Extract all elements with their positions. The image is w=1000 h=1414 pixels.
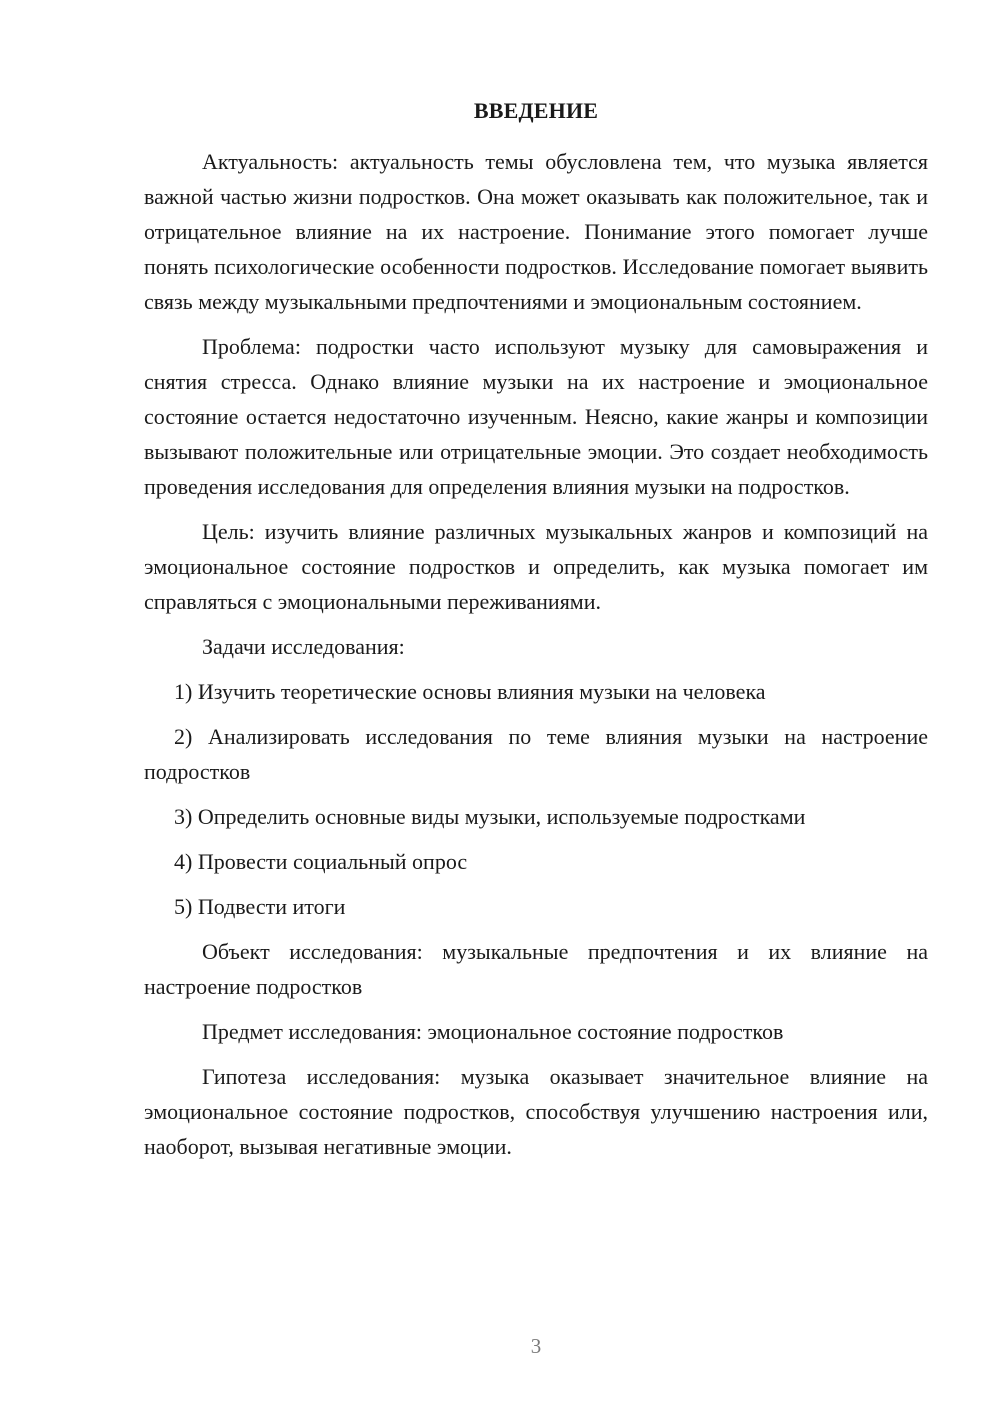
task-item-1: 1) Изучить теоретические основы влияния музыки на человека xyxy=(174,679,766,704)
task-item-5: 5) Подвести итоги xyxy=(174,894,346,919)
object-paragraph: Объект исследования: музыкальные предпочтения и их влияние на настроение подростков xyxy=(144,939,928,999)
goal-paragraph: Цель: изучить влияние различных музыкальных жанров и композиций на эмоциональное состояние подростков и определить, как музыка помогает им справляться с эмоциональными переживаниями. xyxy=(144,519,928,614)
subject-paragraph: Предмет исследования: эмоциональное состояние подростков xyxy=(202,1019,784,1044)
problem-paragraph: Проблема: подростки часто используют музыку для самовыражения и снятия стресса. Однако влияние музыки на их настроение и эмоциональное состояние остается недостаточно изученным. Неясно, какие жанры и композиции вызывают положительные или отрицательные эмоции. Это создает необходимость проведения исследования для определения влияния музыки на подростков. xyxy=(144,334,928,499)
section-heading: ВВЕДЕНИЕ xyxy=(473,98,599,123)
task-item-2: 2) Анализировать исследования по теме влияния музыки на настроение подростков xyxy=(144,724,928,784)
hypothesis-paragraph: Гипотеза исследования: музыка оказывает значительное влияние на эмоциональное состояние подростков, способствуя улучшению настроения или, наоборот, вызывая негативные эмоции. xyxy=(144,1064,928,1159)
tasks-title: Задачи исследования: xyxy=(202,634,405,659)
page-number: 3 xyxy=(530,1334,542,1358)
page-content xyxy=(144,97,928,1164)
task-item-3: 3) Определить основные виды музыки, используемые подростками xyxy=(174,804,806,829)
task-item-4: 4) Провести социальный опрос xyxy=(174,849,468,874)
relevance-paragraph: Актуальность: актуальность темы обусловлена тем, что музыка является важной частью жизни подростков. Она может оказывать как положительное, так и отрицательное влияние на их настроение. Понимание этого помогает лучше понять психологические особенности подростков. Исследование помогает выявить связь между музыкальными предпочтениями и эмоциональным состоянием. xyxy=(144,149,928,314)
